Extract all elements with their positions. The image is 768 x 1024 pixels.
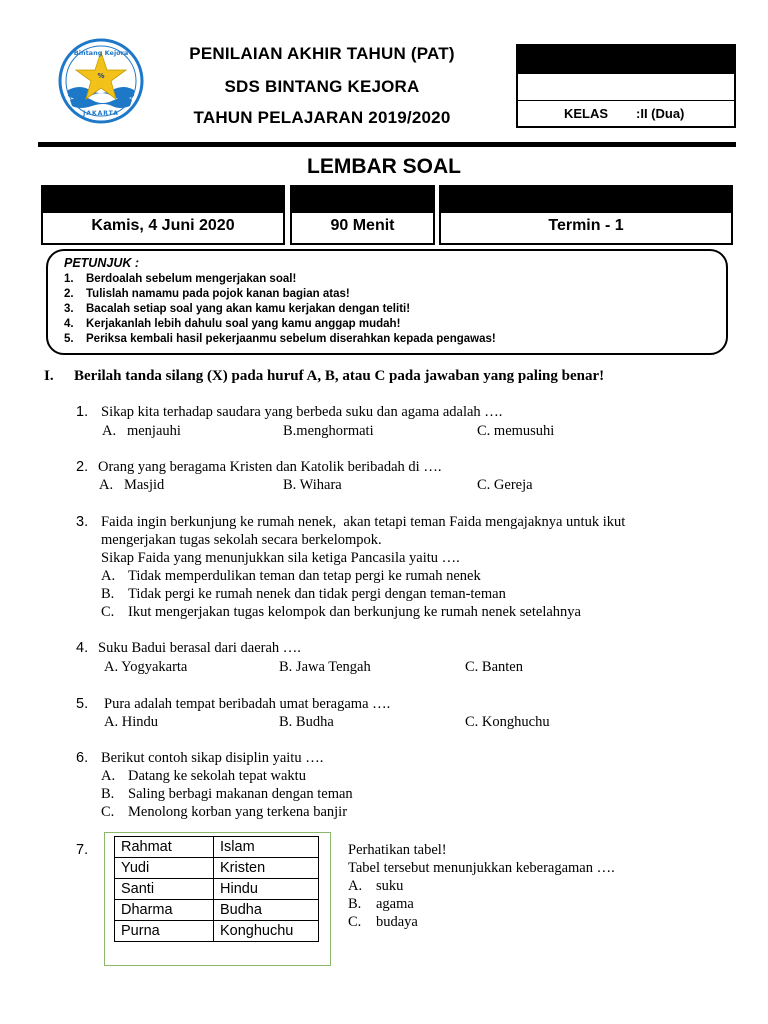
- option-b-label[interactable]: B.: [348, 896, 362, 912]
- religion-table: [114, 836, 319, 942]
- question-text: mengerjakan tugas sekolah secara berkelompok.: [101, 532, 382, 548]
- table-cell-religion: Hindu: [214, 879, 319, 900]
- table-cell-religion: Kristen: [214, 858, 319, 879]
- option-b[interactable]: B. Budha: [279, 714, 334, 730]
- question-number: 3.: [76, 514, 89, 530]
- question-number: 6.: [76, 750, 89, 766]
- table-row: [115, 837, 319, 858]
- logo-top-text: Bintang Kejora: [73, 49, 129, 57]
- option-b[interactable]: B. Jawa Tengah: [279, 659, 371, 675]
- question-text: Pura adalah tempat beribadah umat beragama ….: [104, 696, 391, 712]
- table-cell-religion: Budha: [214, 900, 319, 921]
- table-row: [115, 879, 319, 900]
- name-field[interactable]: [518, 46, 734, 74]
- option-a[interactable]: A. Hindu: [104, 714, 158, 730]
- option-c[interactable]: budaya: [376, 914, 418, 930]
- student-id-box: [516, 44, 736, 128]
- exam-duration: 90 Menit: [330, 217, 395, 234]
- school-logo: [58, 38, 144, 124]
- option-a[interactable]: A. Masjid: [99, 477, 165, 493]
- option-c-label[interactable]: C.: [101, 804, 115, 820]
- class-label: KELAS: [564, 106, 609, 121]
- option-a[interactable]: A. Yogyakarta: [104, 659, 188, 675]
- question-text: Suku Badui berasal dari daerah ….: [98, 640, 301, 656]
- option-b[interactable]: Saling berbagi makanan dengan teman: [128, 786, 353, 802]
- school-name: SDS BINTANG KEJORA: [224, 77, 420, 96]
- table-cell-name: Purna: [115, 921, 214, 942]
- table-cell-religion: Islam: [214, 837, 319, 858]
- option-b[interactable]: B.menghormati: [283, 423, 374, 439]
- section-number: I.: [44, 368, 54, 384]
- question-text: Sikap kita terhadap saudara yang berbeda suku dan agama adalah ….: [101, 404, 503, 420]
- instruction-item: 1. Berdoalah sebelum mengerjakan soal!: [64, 273, 297, 285]
- question-text: Faida ingin berkunjung ke rumah nenek, akan tetapi teman Faida mengajaknya untuk ikut: [101, 514, 626, 530]
- option-a-label[interactable]: A.: [101, 568, 116, 584]
- option-c-label[interactable]: C.: [348, 914, 362, 930]
- table-cell-name: Rahmat: [115, 837, 214, 858]
- option-c[interactable]: Ikut mengerjakan tugas kelompok dan berkunjung ke rumah nenek setelahnya: [128, 604, 581, 620]
- number-field[interactable]: [518, 74, 734, 101]
- table-cell-name: Yudi: [115, 858, 214, 879]
- logo-bottom-text: JAKARTA: [83, 110, 119, 117]
- option-b[interactable]: Tidak pergi ke rumah nenek dan tidak pergi dengan teman-teman: [128, 586, 506, 602]
- class-value: :II (Dua): [636, 106, 685, 121]
- instruction-item: 3. Bacalah setiap soal yang akan kamu kerjakan dengan teliti!: [64, 303, 411, 315]
- duration-box: [290, 185, 435, 245]
- option-b[interactable]: agama: [376, 896, 414, 912]
- header-divider: [38, 142, 736, 147]
- option-b-label[interactable]: B.: [101, 586, 115, 602]
- sheet-title: LEMBAR SOAL: [307, 155, 461, 178]
- academic-year: TAHUN PELAJARAN 2019/2020: [193, 108, 451, 127]
- option-c[interactable]: C. Konghuchu: [465, 714, 550, 730]
- instruction-item: 2. Tulislah namamu pada pojok kanan bagian atas!: [64, 288, 350, 300]
- question-number: 5.: [76, 696, 89, 712]
- table-row: [115, 900, 319, 921]
- question-text: Orang yang beragama Kristen dan Katolik beribadah di ….: [98, 459, 442, 475]
- question-number: 4.: [76, 640, 89, 656]
- option-a-label[interactable]: A.: [101, 768, 116, 784]
- date-box: [41, 185, 285, 245]
- option-c[interactable]: C. memusuhi: [477, 423, 555, 439]
- option-c[interactable]: Menolong korban yang terkena banjir: [128, 804, 348, 820]
- instructions-title: PETUNJUK :: [64, 256, 140, 270]
- class-row: [518, 100, 734, 126]
- table-cell-name: Santi: [115, 879, 214, 900]
- section-instruction: Berilah tanda silang (X) pada huruf A, B, atau C pada jawaban yang paling benar!: [74, 368, 605, 384]
- table-row: [115, 858, 319, 879]
- exam-date: Kamis, 4 Juni 2020: [91, 217, 235, 234]
- question-prompt: Tabel tersebut menunjukkan keberagaman ….: [348, 860, 615, 876]
- option-a-label[interactable]: A.: [348, 878, 363, 894]
- instructions-box: [46, 249, 728, 355]
- table-row: [115, 921, 319, 942]
- instruction-item: 5. Periksa kembali hasil pekerjaanmu sebelum diserahkan kepada pengawas!: [64, 333, 496, 345]
- question-text: Perhatikan tabel!: [348, 842, 447, 858]
- section-heading: [44, 368, 604, 385]
- question-number: 1.: [76, 404, 89, 420]
- exam-term: Termin - 1: [548, 217, 624, 234]
- option-a[interactable]: Datang ke sekolah tepat waktu: [128, 768, 306, 784]
- table-cell-religion: Konghuchu: [214, 921, 319, 942]
- option-a[interactable]: A. menjauhi: [102, 423, 181, 439]
- option-a[interactable]: suku: [376, 878, 404, 894]
- question-number: 7.: [76, 842, 89, 858]
- option-c[interactable]: C. Banten: [465, 659, 523, 675]
- instruction-item: 4. Kerjakanlah lebih dahulu soal yang kamu anggap mudah!: [64, 318, 401, 330]
- option-a[interactable]: Tidak memperdulikan teman dan tetap pergi ke rumah nenek: [128, 568, 481, 584]
- option-c[interactable]: C. Gereja: [477, 477, 533, 493]
- term-box: [439, 185, 733, 245]
- option-c-label[interactable]: C.: [101, 604, 115, 620]
- question-number: 2.: [76, 459, 89, 475]
- question-text: Berikut contoh sikap disiplin yaitu ….: [101, 750, 324, 766]
- table-cell-name: Dharma: [115, 900, 214, 921]
- exam-title: PENILAIAN AKHIR TAHUN (PAT): [189, 44, 455, 63]
- svg-text:%: %: [97, 72, 105, 80]
- option-b[interactable]: B. Wihara: [283, 477, 342, 493]
- option-b-label[interactable]: B.: [101, 786, 115, 802]
- question-prompt: Sikap Faida yang menunjukkan sila ketiga Pancasila yaitu ….: [101, 550, 460, 566]
